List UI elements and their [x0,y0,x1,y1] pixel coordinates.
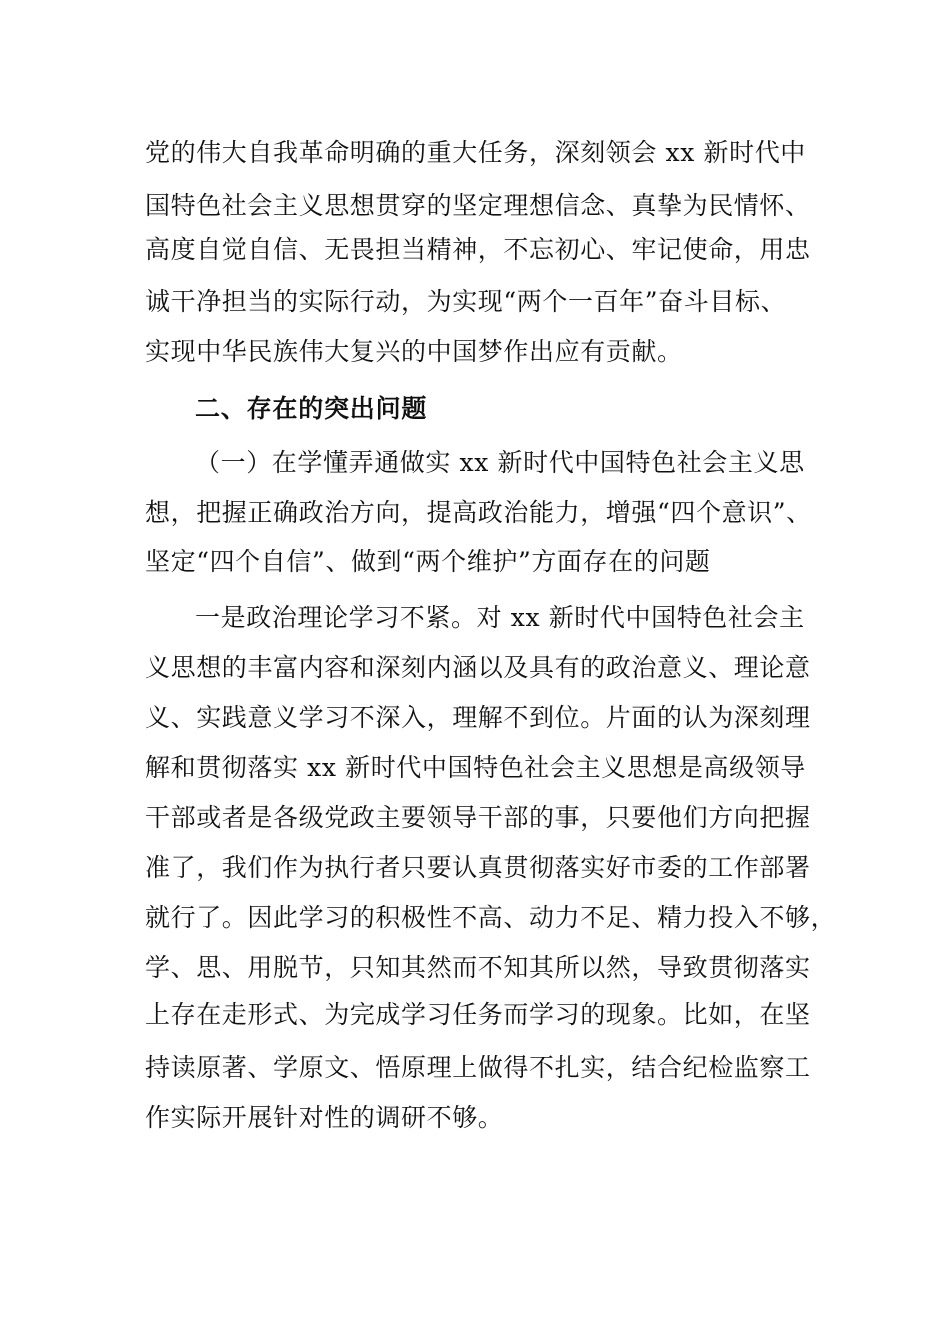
paragraph-line: 准了，我们作为执行者只要认真贯彻落实好市委的工作部署 [145,853,811,882]
paragraph-line: 就行了。因此学习的积极性不高、动力不足、精力投入不够， [145,903,837,932]
paragraph-line: 解和贯彻落实 xx 新时代中国特色社会主义思想是高级领导 [145,753,806,782]
paragraph-line: 义思想的丰富内容和深刻内涵以及具有的政治意义、理论意 [145,653,811,682]
paragraph-line: 学、思、用脱节，只知其然而不知其所以然，导致贯彻落实 [145,953,811,982]
subsection-line: 想，把握正确政治方向，提高政治能力，增强“四个意识”、 [145,498,812,527]
paragraph-line: 持读原著、学原文、悟原理上做得不扎实，结合纪检监察工 [145,1053,811,1082]
paragraph-line: 一是政治理论学习不紧。对 xx 新时代中国特色社会主 [195,603,805,632]
paragraph-line: 义、实践意义学习不深入，理解不到位。片面的认为深刻理 [145,703,811,732]
subsection-line: 坚定“四个自信”、做到“两个维护”方面存在的问题 [145,547,711,576]
paragraph-line: 党的伟大自我革命明确的重大任务，深刻领会 xx 新时代中 [145,138,806,167]
subsection-line: （一）在学懂弄通做实 xx 新时代中国特色社会主义思 [195,448,805,477]
paragraph-line: 作实际开展针对性的调研不够。 [145,1103,504,1132]
paragraph-line: 诚干净担当的实际行动，为实现“两个一百年”奋斗目标、 [145,287,787,316]
paragraph-line: 高度自觉自信、无畏担当精神，不忘初心、牢记使命，用忠 [145,235,811,264]
section-heading: 二、存在的突出问题 [195,394,428,423]
paragraph-line: 干部或者是各级党政主要领导干部的事，只要他们方向把握 [145,803,811,832]
paragraph-line: 国特色社会主义思想贯穿的坚定理想信念、真挚为民情怀、 [145,191,811,220]
paragraph-line: 实现中华民族伟大复兴的中国梦作出应有贡献。 [145,337,683,366]
paragraph-line: 上存在走形式、为完成学习任务而学习的现象。比如，在坚 [145,1000,811,1029]
